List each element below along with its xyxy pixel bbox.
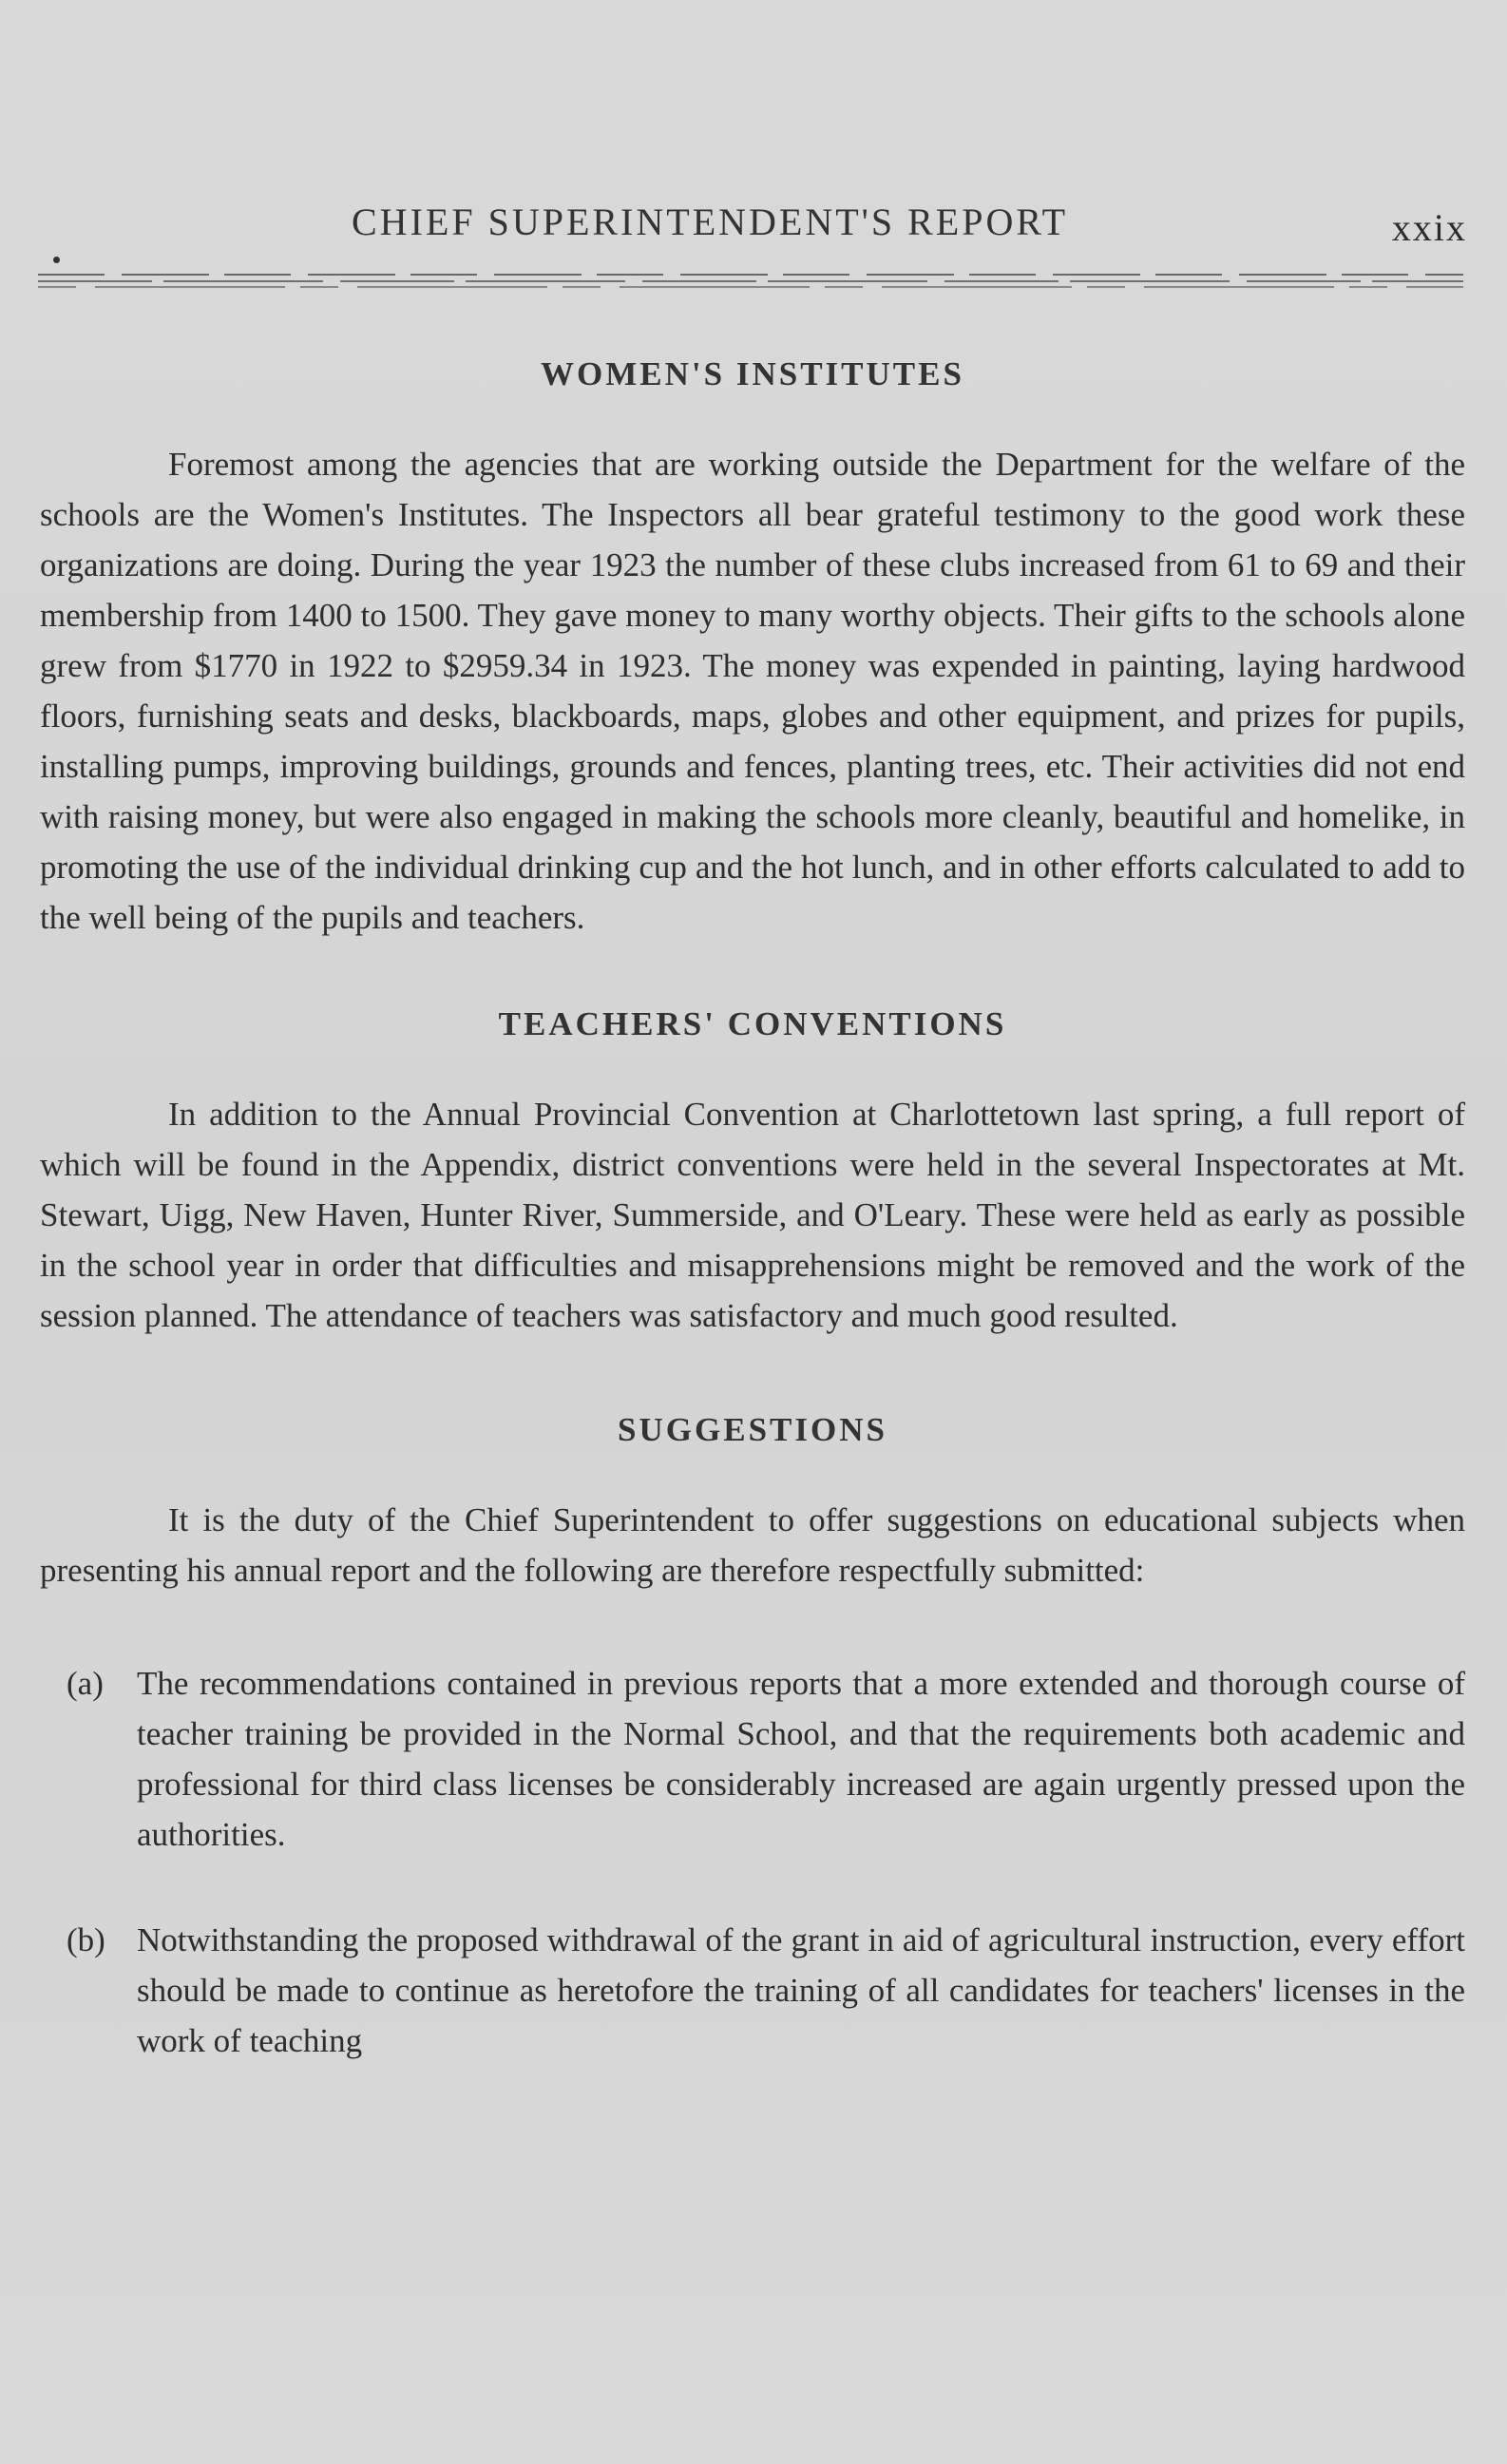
suggestion-item-b xyxy=(40,1915,1465,2066)
section-heading-teachers-conventions: TEACHERS' CONVENTIONS xyxy=(498,1005,1007,1042)
suggestion-marker: (a) xyxy=(67,1665,104,1702)
section-heading-womens-institutes: WOMEN'S INSTITUTES xyxy=(541,355,964,392)
paragraph-womens-institutes: Foremost among the agencies that are working outside the Department for the welfare of the schools are the Women's Institutes. The Inspectors all bear grateful testimony to the good work these organizations are doing. During the year 1923 the number of these clubs increased from 61 to 69 and their membership from 1400 to 1500. They gave money to many worthy objects. Their gifts to the schools alone grew from $1770 in 1922 to $2959.34 in 1923. The money was expended in painting, laying hardwood floors, furnishing seats and desks, blackboards, maps, globes and other equipment, and prizes for pupils, installing pumps, improving buildings, grounds and fences, planting trees, etc. Their activities did not end with raising money, but were also engaged in making the schools more cleanly, beautiful and homelike, in promoting the use of the individual drinking cup and the hot lunch, and in other efforts calculated to add to the well being of the pupils and teachers. xyxy=(40,446,1465,936)
paragraph-teachers-conventions: In addition to the Annual Provincial Convention at Charlottetown last spring, a full report of which will be found in the Appendix, district conventions were held in the several Inspectorates at Mt. Stewart, Uigg, New Haven, Hunter River, Summerside, and O'Leary. These were held as early as possible in the school year in order that difficulties and misapprehensions might be removed and the work of the session planned. The attendance of teachers was satisfactory and much good resulted. xyxy=(40,1096,1465,1334)
paragraph-suggestions: It is the duty of the Chief Superintendent to offer suggestions on educational subjects when presenting his annual report and the following are therefore respectfully submitted: xyxy=(40,1501,1465,1589)
suggestion-text: Notwithstanding the proposed withdrawal of the grant in aid of agricultural instruction, every effort should be made to continue as heretofore the training of all candidates for teachers' licenses in the work of teaching xyxy=(137,1921,1465,2059)
ink-dot xyxy=(53,257,60,263)
section-heading-suggestions: SUGGESTIONS xyxy=(618,1411,887,1448)
suggestion-item-a xyxy=(40,1658,1465,1860)
suggestion-text: The recommendations contained in previous reports that a more extended and thorough course of teacher training be provided in the Normal School, and that the requirements both academic and professional for third class licenses be considerably increased are again urgently pressed upon the authorities. xyxy=(137,1665,1465,1853)
running-title: CHIEF SUPERINTENDENT'S REPORT xyxy=(352,201,1069,243)
suggestion-list xyxy=(40,1658,1465,2066)
header-rule xyxy=(38,274,1463,289)
page-number: xxix xyxy=(1391,206,1467,249)
body-text xyxy=(40,350,1465,2121)
suggestion-marker: (b) xyxy=(67,1921,105,1958)
running-header xyxy=(0,200,1507,257)
